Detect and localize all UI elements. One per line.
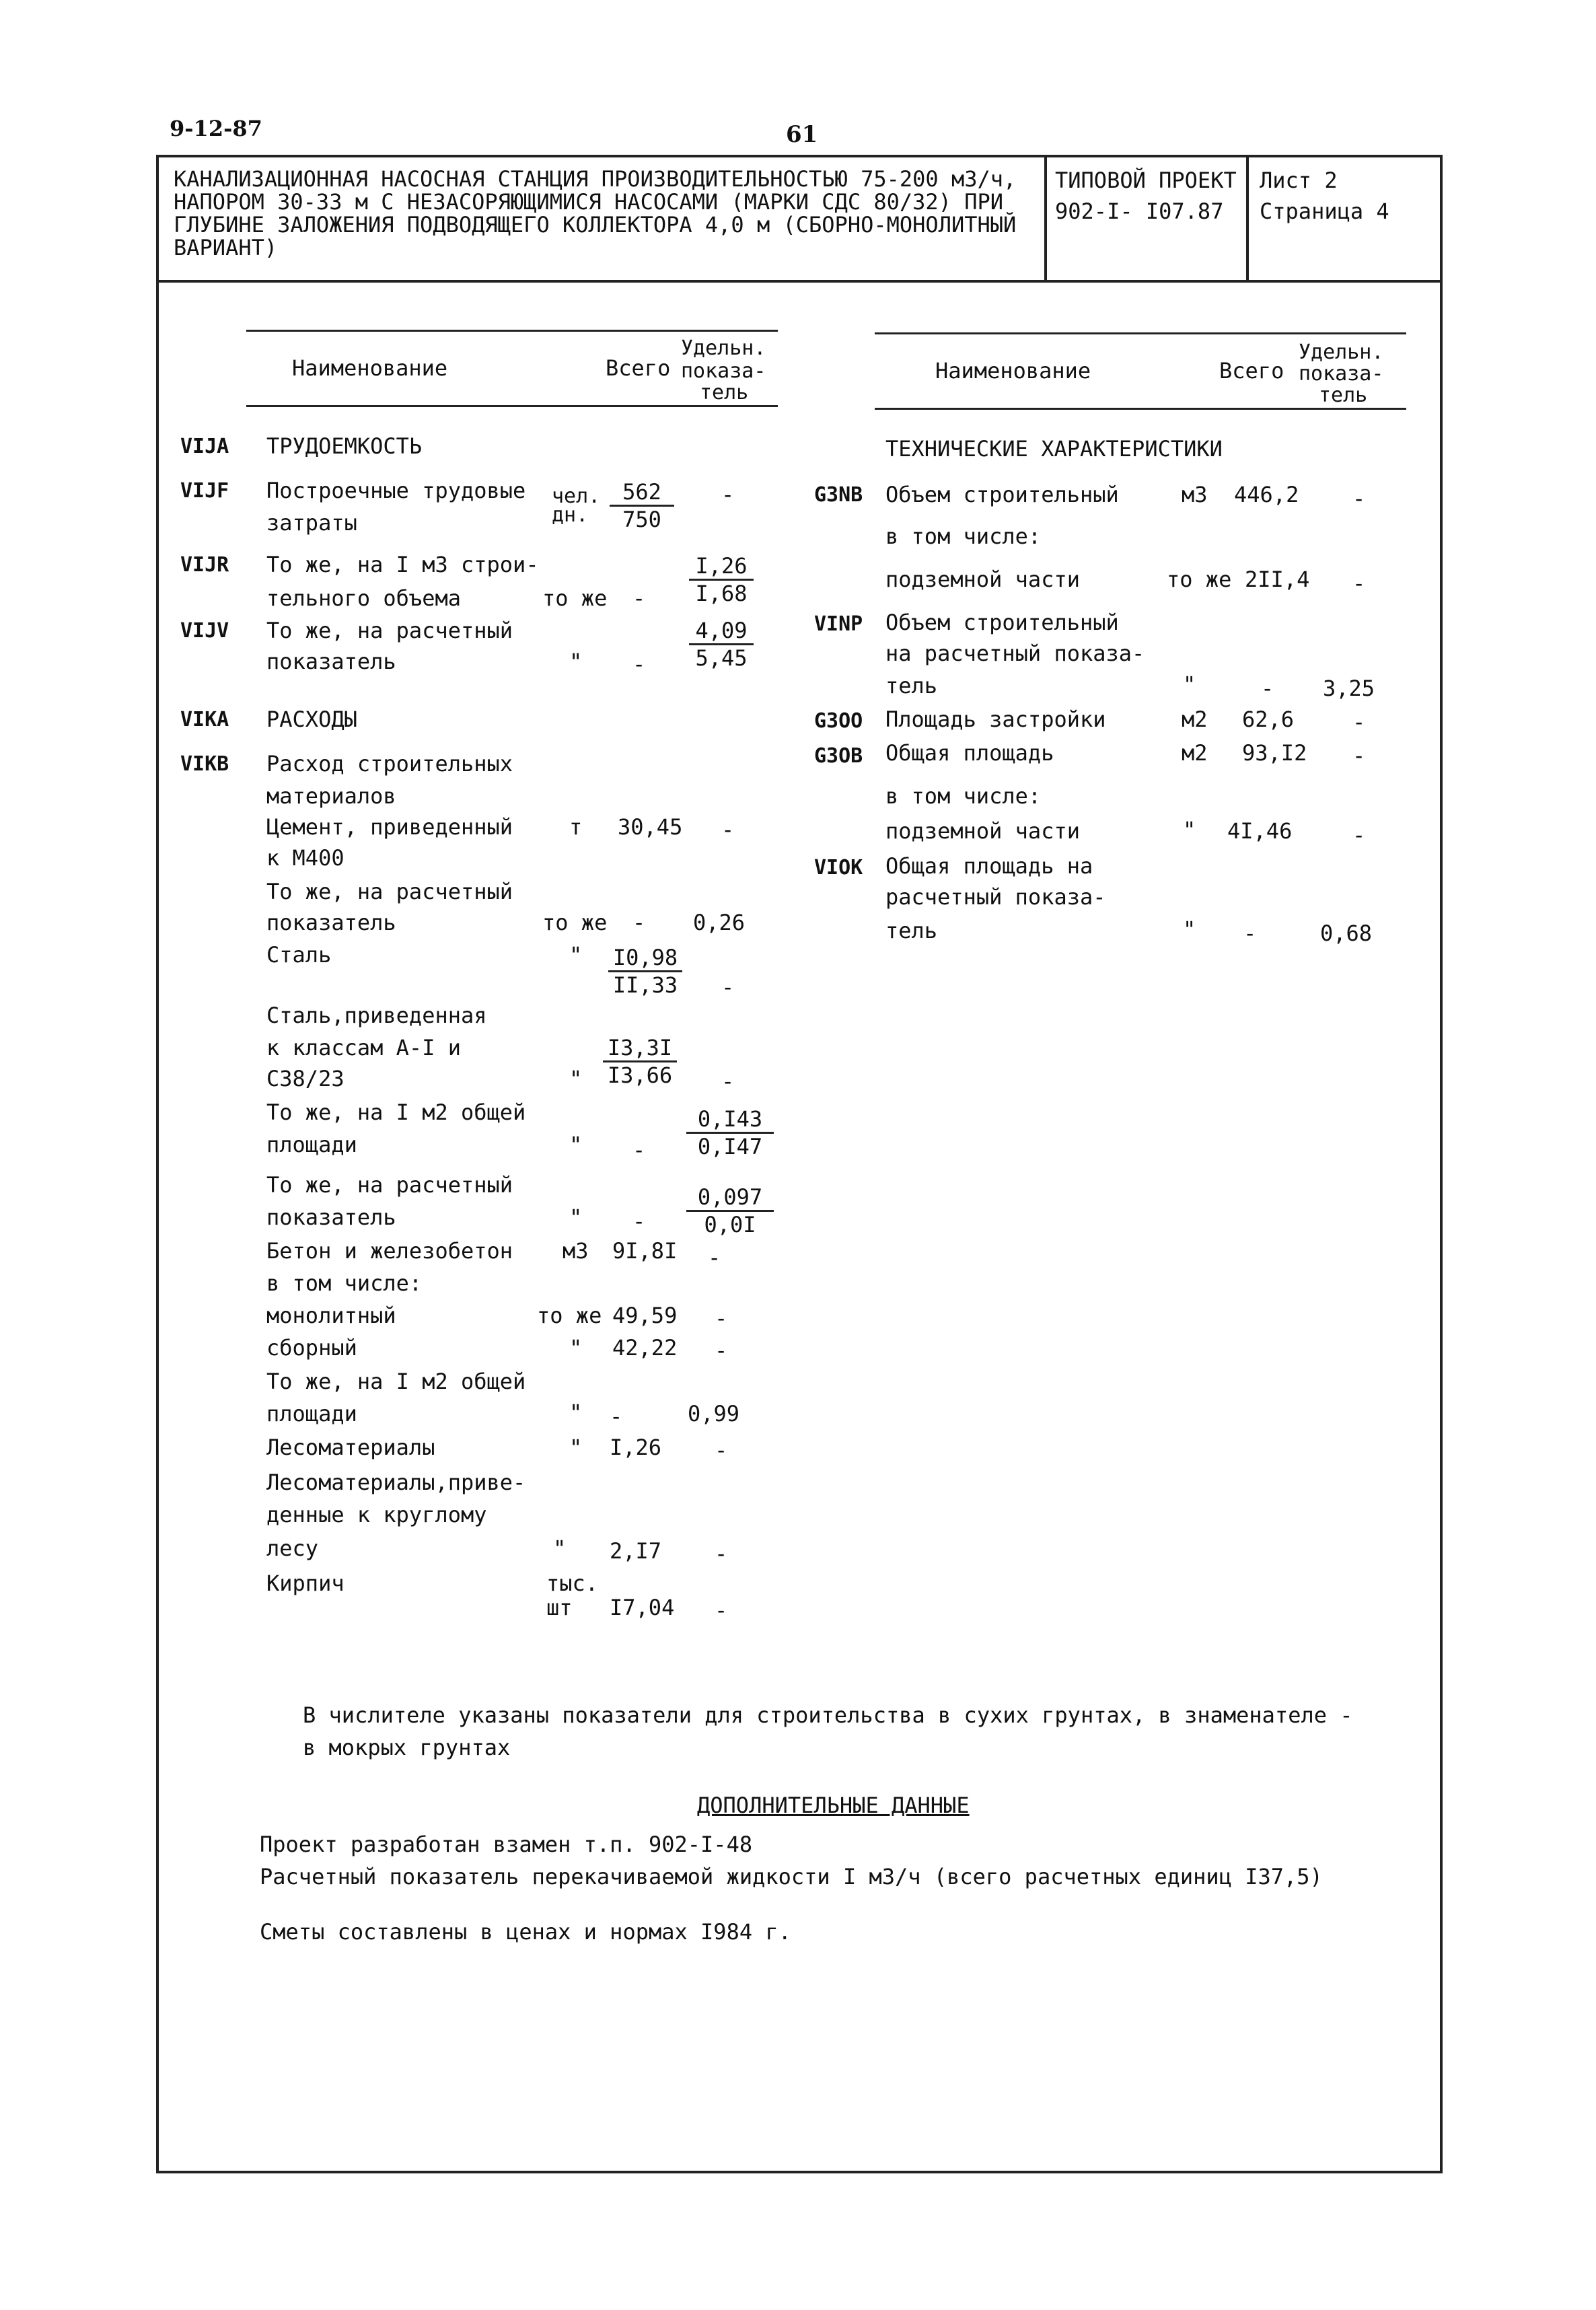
row-name: площади xyxy=(266,1132,357,1157)
row-unit: то же xyxy=(1167,567,1232,592)
row-unit: т xyxy=(569,814,583,840)
title-line: ГЛУБИНЕ ЗАЛОЖЕНИЯ ПОДВОДЯЩЕГО КОЛЛЕКТОРА 4,0 м (СБОРНО-МОНОЛИТНЫЙ xyxy=(174,212,1017,238)
section-title: ТЕХНИЧЕСКИЕ ХАРАКТЕРИСТИКИ xyxy=(885,436,1223,462)
row-total: 93,I2 xyxy=(1242,740,1307,766)
row-total: I,26 xyxy=(610,1435,662,1460)
row-total: 30,45 xyxy=(618,814,683,840)
row-total-fraction xyxy=(608,945,682,998)
row-unit: " xyxy=(569,1132,583,1157)
row-code: VIKA xyxy=(180,708,229,731)
row-code: VIOK xyxy=(814,856,863,879)
section-title: ТРУДОЕМКОСТЬ xyxy=(266,433,423,459)
row-name: тель xyxy=(885,673,938,698)
row-name: То же, на расчетный xyxy=(266,1172,513,1198)
total-wet: 750 xyxy=(622,507,661,532)
row-name: Лесоматериалы,приве- xyxy=(266,1470,526,1495)
row-name: монолитный xyxy=(266,1303,396,1328)
spec-dry: 0,I43 xyxy=(686,1106,774,1134)
row-code: VIKB xyxy=(180,752,229,776)
row-total-fraction xyxy=(603,1035,677,1088)
row-unit: тыс. xyxy=(546,1571,599,1596)
spec-wet: I,68 xyxy=(695,581,748,606)
additional-data-title: ДОПОЛНИТЕЛЬНЫЕ ДАННЫЕ xyxy=(697,1793,970,1818)
row-total: 62,6 xyxy=(1242,707,1295,732)
row-total: 9I,8I xyxy=(612,1238,678,1264)
row-spec-fraction xyxy=(686,1184,774,1237)
row-total: - xyxy=(632,1208,646,1234)
row-unit: " xyxy=(553,1536,567,1561)
row-unit: " xyxy=(1183,817,1196,842)
row-spec: - xyxy=(1352,571,1366,596)
row-total: - xyxy=(632,910,646,935)
additional-line: Сметы составлены в ценах и нормах I984 г. xyxy=(260,1919,791,1945)
row-name: То же, на расчетный xyxy=(266,618,513,643)
row-spec: 0,26 xyxy=(693,910,746,935)
row-name: материалов xyxy=(266,783,396,809)
row-total: - xyxy=(632,651,646,677)
row-spec: - xyxy=(708,1245,721,1270)
title-line: ВАРИАНТ) xyxy=(174,235,278,260)
row-spec: - xyxy=(715,1541,728,1566)
spec-wet: 0,0I xyxy=(704,1212,756,1237)
additional-line: Проект разработан взамен т.п. 902-I-48 xyxy=(260,1832,753,1857)
left-table-top-rule xyxy=(246,330,778,332)
total-dry: I3,3I xyxy=(603,1035,677,1062)
row-unit: шт xyxy=(546,1595,573,1620)
row-spec: - xyxy=(715,1597,728,1623)
row-unit: дн. xyxy=(552,503,589,527)
row-spec: 0,99 xyxy=(688,1401,740,1427)
row-unit: м2 xyxy=(1182,707,1208,732)
page-number: 61 xyxy=(786,121,818,148)
spec-wet: 0,I47 xyxy=(697,1134,763,1159)
row-name: показатель xyxy=(266,1204,396,1230)
row-name: на расчетный показа- xyxy=(885,641,1145,666)
right-col-spec-1: Удельн. xyxy=(1299,340,1384,364)
row-name: тель xyxy=(885,918,938,943)
row-unit: " xyxy=(569,942,583,968)
row-unit: " xyxy=(569,1400,583,1425)
row-name: затраты xyxy=(266,510,357,536)
title-line: НАПОРОМ 30-33 м С НЕЗАСОРЯЮЩИМИСЯ НАСОСАМИ (МАРКИ СДС 80/32) ПРИ xyxy=(174,189,1003,215)
row-unit: м2 xyxy=(1182,740,1208,766)
right-col-name: Наименование xyxy=(935,358,1091,384)
row-name: показатель xyxy=(266,649,396,674)
row-unit: " xyxy=(1183,672,1196,697)
row-spec: - xyxy=(1352,822,1366,848)
row-code: VIJA xyxy=(180,435,229,458)
row-name: Расход строительных xyxy=(266,751,513,777)
right-col-spec-2: показа- xyxy=(1299,362,1384,386)
left-table-head-rule xyxy=(246,405,778,407)
row-name: С38/23 xyxy=(266,1066,344,1091)
row-unit: " xyxy=(569,1335,583,1361)
row-name: расчетный показа- xyxy=(885,884,1106,910)
row-spec-fraction xyxy=(689,618,754,671)
row-name: Объем строительный xyxy=(885,482,1119,507)
page-label: Страница 4 xyxy=(1260,198,1389,224)
spec-wet: 5,45 xyxy=(695,645,748,671)
row-name: к М400 xyxy=(266,845,344,871)
row-unit: м3 xyxy=(1182,482,1208,507)
page-date: 9-12-87 xyxy=(170,116,262,141)
row-total: 42,22 xyxy=(612,1335,678,1361)
row-unit: м3 xyxy=(563,1238,589,1264)
row-name: денные к круглому xyxy=(266,1502,487,1527)
row-name: Общая площадь на xyxy=(885,853,1093,879)
row-name: Цемент, приведенный xyxy=(266,814,513,840)
row-code: VIJV xyxy=(180,619,229,643)
row-name: Построечные трудовые xyxy=(266,478,526,503)
row-total: - xyxy=(1261,676,1274,701)
row-name: в том числе: xyxy=(266,1270,423,1296)
right-table-top-rule xyxy=(875,332,1406,334)
row-name: То же, на I м2 общей xyxy=(266,1369,526,1394)
row-unit: " xyxy=(1183,916,1196,942)
row-total: 49,59 xyxy=(612,1303,678,1328)
header-divider-v2 xyxy=(1246,155,1249,281)
row-name: Объем строительный xyxy=(885,610,1119,635)
row-total: 4I,46 xyxy=(1227,818,1293,844)
row-name: к классам А-I и xyxy=(266,1035,461,1060)
row-spec: - xyxy=(1352,709,1366,735)
spec-dry: 4,09 xyxy=(689,618,754,645)
row-spec: - xyxy=(715,1338,728,1363)
row-total: - xyxy=(1243,921,1257,946)
row-name: в том числе: xyxy=(885,524,1042,549)
row-spec: - xyxy=(715,1437,728,1463)
row-spec: - xyxy=(721,1069,735,1094)
row-unit: " xyxy=(569,649,583,674)
row-code: VIJR xyxy=(180,553,229,577)
row-unit: " xyxy=(569,1435,583,1460)
row-name: площади xyxy=(266,1401,357,1427)
row-name: Сталь xyxy=(266,942,332,968)
header-divider-v1 xyxy=(1044,155,1047,281)
row-name: в том числе: xyxy=(885,783,1042,809)
row-name: сборный xyxy=(266,1335,357,1361)
row-spec: - xyxy=(1352,743,1366,768)
row-code: G3OO xyxy=(814,709,863,733)
row-spec-fraction xyxy=(689,553,754,606)
row-name: Кирпич xyxy=(266,1571,344,1596)
total-wet: II,33 xyxy=(612,972,678,998)
right-col-total: Всего xyxy=(1219,358,1284,384)
right-col-spec-3: тель xyxy=(1319,384,1368,407)
row-name: То же, на I м3 строи- xyxy=(266,552,539,577)
additional-line: Расчетный показатель перекачиваемой жидкости I м3/ч (всего расчетных единиц I37,5) xyxy=(260,1864,1323,1889)
spec-dry: I,26 xyxy=(689,553,754,581)
row-name: Общая площадь xyxy=(885,740,1054,766)
row-spec: - xyxy=(721,482,735,507)
row-code: G3NB xyxy=(814,483,863,507)
row-name: подземной части xyxy=(885,567,1080,592)
row-unit: то же xyxy=(542,910,608,935)
row-spec: - xyxy=(721,974,735,1000)
row-spec: - xyxy=(1352,486,1366,511)
row-code: G3OB xyxy=(814,744,863,768)
left-col-spec-2: показа- xyxy=(681,359,766,383)
row-spec: 3,25 xyxy=(1323,676,1375,701)
row-code: VINP xyxy=(814,612,863,636)
row-name: показатель xyxy=(266,910,396,935)
project-label: ТИПОВОЙ ПРОЕКТ xyxy=(1055,168,1237,193)
row-name: То же, на расчетный xyxy=(266,879,513,904)
row-total: 2II,4 xyxy=(1245,567,1310,592)
section-title: РАСХОДЫ xyxy=(266,707,357,732)
row-total: - xyxy=(610,1404,623,1429)
left-col-spec-3: тель xyxy=(700,381,749,404)
note-line: В числителе указаны показатели для строительства в сухих грунтах, в знаменателе - xyxy=(303,1702,1353,1728)
row-spec: - xyxy=(715,1305,728,1331)
row-spec: - xyxy=(721,817,735,842)
total-dry: I0,98 xyxy=(608,945,682,972)
right-table-head-rule xyxy=(875,408,1406,410)
header-divider xyxy=(156,280,1443,283)
title-line: КАНАЛИЗАЦИОННАЯ НАСОСНАЯ СТАНЦИЯ ПРОИЗВОДИТЕЛЬНОСТЬЮ 75-200 м3/ч, xyxy=(174,166,1017,192)
left-col-spec-1: Удельн. xyxy=(681,336,766,360)
row-name: Сталь,приведенная xyxy=(266,1003,487,1028)
note-line: в мокрых грунтах xyxy=(303,1735,511,1760)
row-unit: " xyxy=(569,1066,583,1091)
row-name: лесу xyxy=(266,1536,319,1561)
row-name: Бетон и железобетон xyxy=(266,1238,513,1264)
row-name: Площадь застройки xyxy=(885,707,1106,732)
row-spec-fraction xyxy=(686,1106,774,1159)
row-name: Лесоматериалы xyxy=(266,1435,435,1460)
row-name: То же, на I м2 общей xyxy=(266,1099,526,1125)
left-col-total: Всего xyxy=(606,355,671,381)
row-total: 446,2 xyxy=(1234,482,1299,507)
row-unit: то же xyxy=(542,585,608,611)
row-spec: 0,68 xyxy=(1320,921,1373,946)
row-name: тельного объема xyxy=(266,585,461,611)
spec-dry: 0,097 xyxy=(686,1184,774,1212)
left-col-name: Наименование xyxy=(292,355,448,381)
row-total: I7,04 xyxy=(610,1595,675,1620)
row-name: подземной части xyxy=(885,818,1080,844)
total-wet: I3,66 xyxy=(607,1062,673,1088)
row-total-fraction xyxy=(610,479,674,532)
total-dry: 562 xyxy=(610,479,674,507)
row-unit: " xyxy=(569,1204,583,1230)
row-total: - xyxy=(632,1137,646,1163)
row-total: - xyxy=(632,585,646,611)
row-unit: то же xyxy=(537,1303,602,1328)
row-total: 2,I7 xyxy=(610,1538,662,1564)
project-number: 902-I- I07.87 xyxy=(1055,198,1224,224)
row-code: VIJF xyxy=(180,479,229,503)
row-unit: чел. xyxy=(552,484,601,508)
sheet-label: Лист 2 xyxy=(1260,168,1338,193)
